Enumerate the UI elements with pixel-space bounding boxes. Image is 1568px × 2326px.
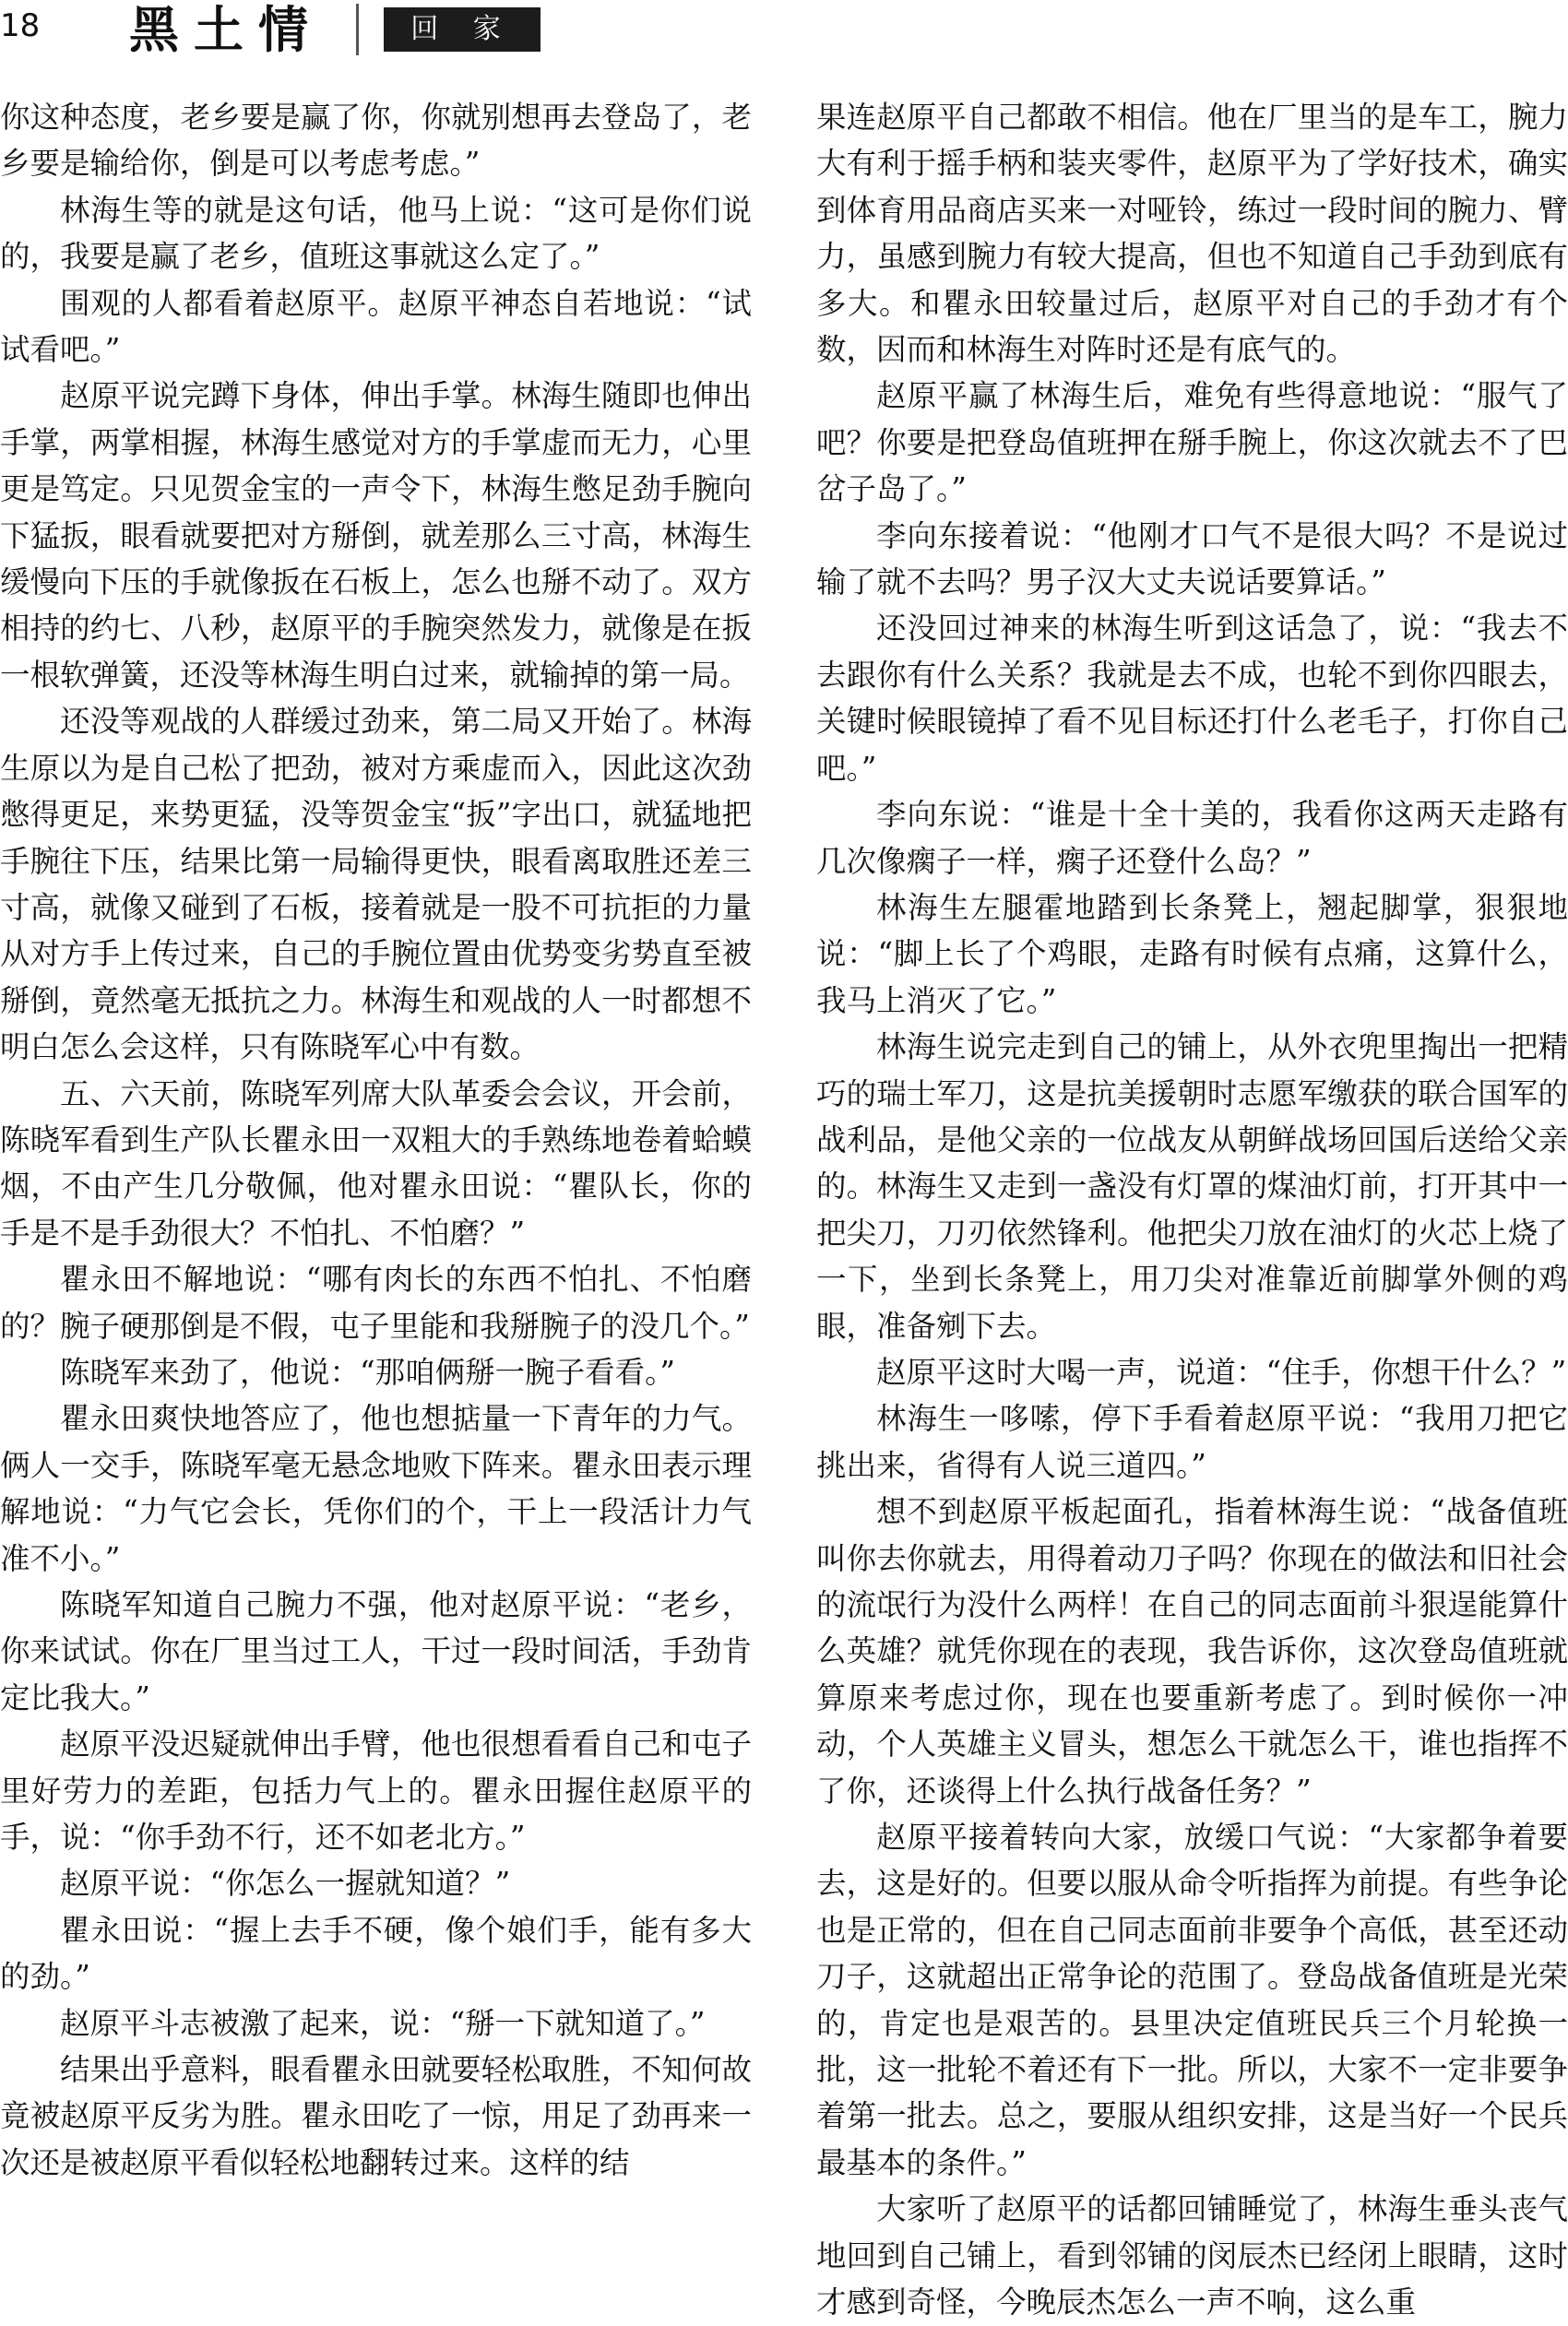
paragraph: 李向东说：“谁是十全十美的，我看你这两天走路有几次像瘸子一样，瘸子还登什么岛？” — [816, 797, 1568, 879]
paragraph: 想不到赵原平板起面孔，指着林海生说：“战备值班叫你去你就去，用得着动刀子吗？你现在的做法和旧社会的流氓行为没什么两样！在自己的同志面前斗狠逞能算什么英雄？就凭你现在的表现，我告诉你，这次登岛值班就算原来考虑过你，现在也要重新考虑了。到时候你一冲动，个人英雄主义冒头，想怎么干就怎么干，谁也指挥不了你，还谈得上什么执行战备任务？” — [816, 1494, 1568, 1809]
paragraph: 还没等观战的人群缓过劲来，第二局又开始了。林海生原以为是自己松了把劲，被对方乘虚而入，因此这次劲憋得更足，来势更猛，没等贺金宝“扳”字出口，就猛地把手腕往下压，结果比第一局输得更快，眼看离取胜还差三寸高，就像又碰到了石板，接着就是一股不可抗拒的力量从对方手上传过来，自己的手腕位置由优势变劣势直至被掰倒，竟然毫无抵抗之力。林海生和观战的人一时都想不明白怎么会这样，只有陈晓军心中有数。 — [0, 704, 752, 1065]
paragraph: 林海生等的就是这句话，他马上说：“这可是你们说的，我要是赢了老乡，值班这事就这么定了。” — [0, 192, 752, 275]
paragraph: 赵原平说：“你怎么一握就知道？” — [60, 1866, 511, 1902]
paragraph: 林海生一哆嗦，停下手看着赵原平说：“我用刀把它挑出来，省得有人说三道四。” — [816, 1401, 1568, 1483]
paragraph: 陈晓军来劲了，他说：“那咱俩掰一腕子看看。” — [60, 1354, 675, 1390]
paragraph: 林海生说完走到自己的铺上，从外衣兜里掏出一把精巧的瑞士军刀，这是抗美援朝时志愿军缴获的联合国军的战利品，是他父亲的一位战友从朝鲜战场回国后送给父亲的。林海生又走到一盏没有灯罩的煤油灯前，打开其中一把尖刀，刀刃依然锋利。他把尖刀放在油灯的火芯上烧了一下，坐到长条凳上，用刀尖对准靠近前脚掌外侧的鸡眼，准备剜下去。 — [816, 1029, 1568, 1344]
paragraph: 赵原平说完蹲下身体，伸出手掌。林海生随即也伸出手掌，两掌相握，林海生感觉对方的手掌虚而无力，心里更是笃定。只见贺金宝的一声令下，林海生憋足劲手腕向下猛扳，眼看就要把对方掰倒，就差那么三寸高，林海生缓慢向下压的手就像扳在石板上，怎么也掰不动了。双方相持的约七、八秒，赵原平的手腕突然发力，就像是在扳一根软弹簧，还没等林海生明白过来，就输掉的第一局。 — [0, 378, 752, 693]
paragraph: 赵原平没迟疑就伸出手臂，他也很想看看自己和屯子里好劳力的差距，包括力气上的。瞿永田握住赵原平的手，说：“你手劲不行，还不如老北方。” — [0, 1727, 752, 1856]
paragraph: 赵原平斗志被激了起来，说：“掰一下就知道了。” — [60, 2005, 706, 2041]
article-column-right — [816, 94, 1568, 2320]
paragraph: 瞿永田说：“握上去手不硬，像个娘们手，能有多大的劲。” — [0, 1912, 752, 1995]
paragraph: 瞿永田爽快地答应了，他也想掂量一下青年的力气。俩人一交手，陈晓军毫无悬念地败下阵来。瞿永田表示理解地说：“力气它会长，凭你们的个，干上一段活计力气准不小。” — [0, 1401, 752, 1576]
paragraph: 瞿永田不解地说：“哪有肉长的东西不怕扎、不怕磨的？腕子硬那倒是不假，屯子里能和我掰腕子的没几个。” — [0, 1262, 752, 1344]
paragraph: 林海生左腿霍地踏到长条凳上，翘起脚掌，狠狠地说：“脚上长了个鸡眼，走路有时候有点痛，这算什么，我马上消灭了它。” — [816, 889, 1568, 1018]
paragraph: 五、六天前，陈晓军列席大队革委会会议，开会前，陈晓军看到生产队长瞿永田一双粗大的手熟练地卷着蛤蟆烟，不由产生几分敬佩，他对瞿永田说：“瞿队长，你的手是不是手劲很大？不怕扎、不怕磨？” — [0, 1075, 752, 1251]
page-number: 18 — [0, 7, 41, 44]
paragraph: 围观的人都看着赵原平。赵原平神态自若地说：“试试看吧。” — [0, 285, 752, 368]
paragraph: 赵原平赢了林海生后，难免有些得意地说：“服气了吧？你要是把登岛值班押在掰手腕上，你这次就去不了巴岔子岛了。” — [816, 378, 1568, 507]
article-column-left — [0, 94, 752, 2255]
paragraph: 果连赵原平自己都敢不相信。他在厂里当的是车工，腕力大有利于摇手柄和装夹零件，赵原平为了学好技术，确实到体育用品商店买来一对哑铃，练过一段时间的腕力、臂力，虽感到腕力有较大提高，但也不知道自己手劲到底有多大。和瞿永田较量过后，赵原平对自己的手劲才有个数，因而和林海生对阵时还是有底气的。 — [816, 100, 1568, 368]
paragraph: 李向东接着说：“他刚才口气不是很大吗？不是说过输了就不去吗？男子汉大丈夫说话要算话。” — [816, 517, 1568, 600]
paragraph: 结果出乎意料，眼看瞿永田就要轻松取胜，不知何故竟被赵原平反劣为胜。瞿永田吃了一惊，用足了劲再来一次还是被赵原平看似轻松地翻转过来。这样的结 — [0, 2052, 752, 2180]
paragraph: 陈晓军知道自己腕力不强，他对赵原平说：“老乡，你来试试。你在厂里当过工人，干过一段时间活，手劲肯定比我大。” — [0, 1587, 752, 1715]
paragraph: 还没回过神来的林海生听到这话急了，说：“我去不去跟你有什么关系？我就是去不成，也轮不到你四眼去，关键时候眼镜掉了看不见目标还打什么老毛子，打你自己吧。” — [816, 611, 1568, 786]
paragraph: 赵原平接着转向大家，放缓口气说：“大家都争着要去，这是好的。但要以服从命令听指挥为前提。有些争论也是正常的，但在自己同志面前非要争个高低，甚至还动刀子，这就超出正常争论的范围了。登岛战备值班是光荣的，肯定也是艰苦的。县里决定值班民兵三个月轮换一批，这一批轮不着还有下一批。所以，大家不一定非要争着第一批去。总之，要服从组织安排，这是当好一个民兵最基本的条件。” — [816, 1820, 1568, 2180]
page-header — [0, 0, 1568, 65]
masthead-title: 黑土情 — [129, 0, 323, 59]
paragraph: 赵原平这时大喝一声，说道：“住手，你想干什么？” — [876, 1354, 1567, 1390]
paragraph: 大家听了赵原平的话都回铺睡觉了，林海生垂头丧气地回到自己铺上，看到邻铺的闵辰杰已经闭上眼睛，这时才感到奇怪，今晚辰杰怎么一声不响，这么重 — [816, 2191, 1568, 2320]
section-tag: 回 家 — [384, 7, 540, 52]
header-divider — [356, 4, 359, 55]
paragraph: 你这种态度，老乡要是赢了你，你就别想再去登岛了，老乡要是输给你，倒是可以考虑考虑。” — [0, 100, 752, 182]
